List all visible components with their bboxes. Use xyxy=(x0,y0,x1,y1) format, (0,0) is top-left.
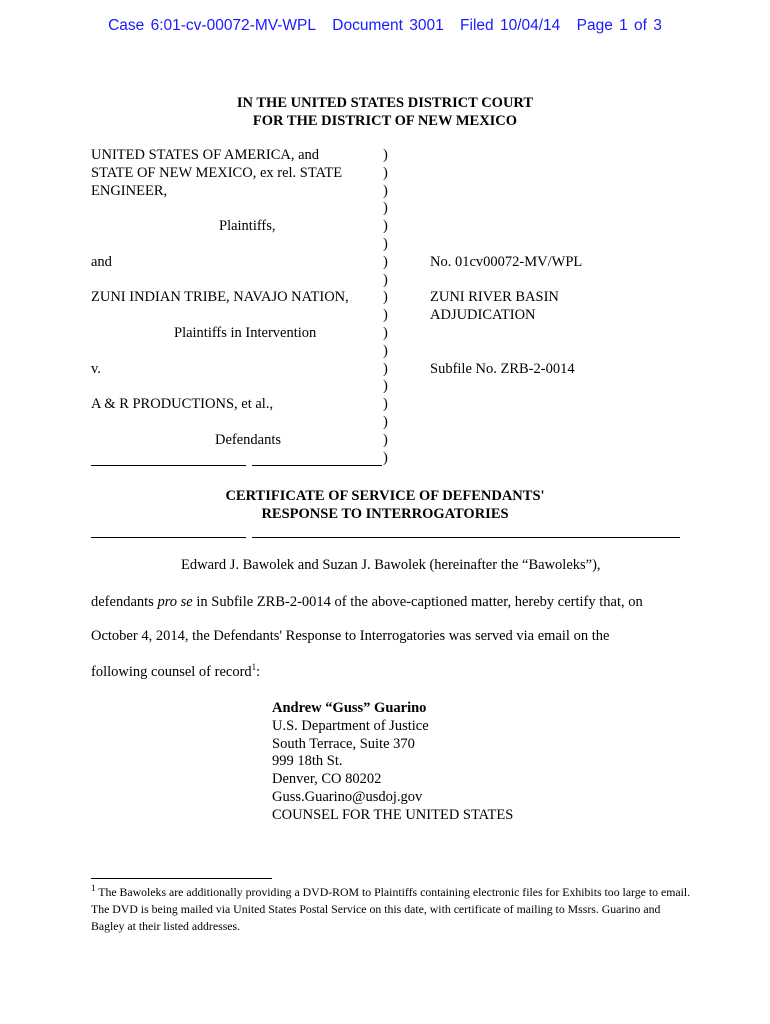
caption-paren: ) xyxy=(383,147,388,163)
footnote-text: The Bawoleks are additionally providing a DVD-ROM to Plaintiffs containing electronic files for Exhibits too large to email. The DVD is being mailed via United States Postal Service on this date, with certificate of mailing to Mssrs. Guarino and Bagley at their listed addresses. xyxy=(91,885,691,933)
caption-line xyxy=(91,378,381,396)
footnote-separator xyxy=(91,878,272,879)
caption-underline xyxy=(252,465,382,466)
footnote xyxy=(91,884,691,935)
caption-paren: ) xyxy=(383,200,388,217)
caption-underline xyxy=(91,465,246,466)
caption-paren: ) xyxy=(383,253,388,270)
title-underline xyxy=(382,537,680,538)
caption-paren: ) xyxy=(383,378,388,395)
caption-line: A & R PRODUCTIONS, et al., xyxy=(91,396,274,413)
certificate-title xyxy=(0,487,770,523)
body-paragraph-line: Edward J. Bawolek and Suzan J. Bawolek (hereinafter the “Bawoleks”), xyxy=(181,557,601,573)
counsel-address-line: South Terrace, Suite 370 xyxy=(272,735,415,752)
caption-paren: ) xyxy=(383,307,388,324)
footnote-reference[interactable]: 1 xyxy=(251,662,257,673)
caption-line: Plaintiffs, xyxy=(219,218,276,235)
counsel-address-line: U.S. Department of Justice xyxy=(272,717,429,734)
basin-title-line-2: ADJUDICATION xyxy=(430,307,536,324)
court-heading-line-1: IN THE UNITED STATES DISTRICT COURT xyxy=(236,95,534,111)
caption-paren-column xyxy=(383,147,395,467)
caption-paren: ) xyxy=(383,324,388,341)
case-number-stamp: Case 6:01-cv-00072-MV-WPL xyxy=(108,17,316,34)
caption-paren: ) xyxy=(383,342,388,359)
counsel-email: Guss.Guarino@usdoj.gov xyxy=(272,788,423,805)
counsel-address-line: Denver, CO 80202 xyxy=(272,771,382,788)
caption-line: ENGINEER, xyxy=(91,182,168,199)
caption-line: STATE OF NEW MEXICO, ex rel. STATE xyxy=(91,164,343,181)
subfile-number: Subfile No. ZRB-2-0014 xyxy=(430,360,575,377)
caption-paren: ) xyxy=(383,218,388,235)
counsel-role: COUNSEL FOR THE UNITED STATES xyxy=(272,806,514,823)
pro-se-italic: pro se xyxy=(157,594,193,610)
caption-paren: ) xyxy=(383,271,388,288)
caption-line: ZUNI INDIAN TRIBE, NAVAJO NATION, xyxy=(91,289,349,306)
certificate-title-line-2: RESPONSE TO INTERROGATORIES xyxy=(261,506,509,522)
title-underline xyxy=(252,537,382,538)
caption-line xyxy=(91,343,381,361)
body-paragraph-line: October 4, 2014, the Defendants' Response to Interrogatories was served via email on the xyxy=(91,628,610,644)
body-paragraph-line: following counsel of record$^1$: xyxy=(91,662,261,680)
caption-line: Plaintiffs in Intervention xyxy=(174,324,317,341)
counsel-address-line: 999 18th St. xyxy=(272,753,343,770)
certificate-title-line-1: CERTIFICATE OF SERVICE OF DEFENDANTS' xyxy=(225,488,545,504)
caption-line xyxy=(91,272,381,290)
document-number-stamp: Document 3001 xyxy=(332,17,444,34)
page-count-stamp: Page 1 of 3 xyxy=(576,17,662,34)
ecf-header-stamp xyxy=(0,17,770,35)
caption-paren: ) xyxy=(383,449,388,466)
counsel-name: Andrew “Guss” Guarino xyxy=(272,700,427,716)
caption-line xyxy=(91,236,381,254)
basin-title-line-1: ZUNI RIVER BASIN xyxy=(430,289,559,306)
title-underline xyxy=(91,537,246,538)
footnote-marker: 1 xyxy=(91,883,96,894)
caption-line: UNITED STATES OF AMERICA, and xyxy=(91,147,320,163)
caption-paren: ) xyxy=(383,413,388,430)
caption-line xyxy=(91,414,381,432)
caption-parties xyxy=(91,147,381,467)
filed-date-stamp: Filed 10/04/14 xyxy=(460,17,561,34)
caption-paren: ) xyxy=(383,164,388,181)
caption-line xyxy=(91,200,381,218)
caption-line: and xyxy=(91,253,112,270)
court-heading-line-2: FOR THE DISTRICT OF NEW MEXICO xyxy=(252,113,518,129)
caption-paren: ) xyxy=(383,360,388,377)
case-number: No. 01cv00072-MV/WPL xyxy=(430,253,583,270)
caption-paren: ) xyxy=(383,182,388,199)
caption-paren: ) xyxy=(383,396,388,413)
court-heading xyxy=(0,94,770,130)
caption-paren: ) xyxy=(383,431,388,448)
caption-line: Defendants xyxy=(215,431,282,448)
caption-line xyxy=(91,307,381,325)
caption-line: v. xyxy=(91,360,101,377)
body-paragraph-line: defendants pro se in Subfile ZRB-2-0014 of the above-captioned matter, hereby certify that, on xyxy=(91,594,643,610)
caption-paren: ) xyxy=(383,235,388,252)
caption-case-info xyxy=(430,147,730,378)
counsel-address-block xyxy=(272,700,513,825)
caption-paren: ) xyxy=(383,289,388,306)
